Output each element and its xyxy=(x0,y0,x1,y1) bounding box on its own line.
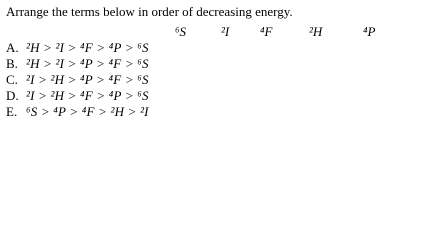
option-text: ²H > ²I > ⁴P > ⁴F > ⁶S xyxy=(26,56,149,71)
option-e[interactable] xyxy=(6,104,149,120)
option-c[interactable] xyxy=(6,72,149,88)
term-2I: ²I xyxy=(221,24,230,39)
term-2H: ²H xyxy=(309,24,323,39)
option-text: ²I > ²H > ⁴F > ⁴P > ⁶S xyxy=(26,88,149,103)
option-letter: D. xyxy=(6,88,19,103)
question-text: Arrange the terms below in order of decreasing energy. xyxy=(6,4,293,19)
option-d[interactable] xyxy=(6,88,149,104)
term-4P: ⁴P xyxy=(363,24,376,39)
option-b[interactable] xyxy=(6,56,149,72)
term-6S: ⁶S xyxy=(175,24,187,39)
term-4F: ⁴F xyxy=(260,24,273,39)
option-text: ²I > ²H > ⁴P > ⁴F > ⁶S xyxy=(26,72,149,87)
answer-options xyxy=(6,40,149,120)
option-text: ⁶S > ⁴P > ⁴F > ²H > ²I xyxy=(26,104,149,119)
option-letter: C. xyxy=(6,72,18,87)
option-a[interactable] xyxy=(6,40,149,56)
option-letter: E. xyxy=(6,104,18,119)
option-letter: B. xyxy=(6,56,18,71)
option-text: ²H > ²I > ⁴F > ⁴P > ⁶S xyxy=(26,40,149,55)
option-letter: A. xyxy=(6,40,19,55)
